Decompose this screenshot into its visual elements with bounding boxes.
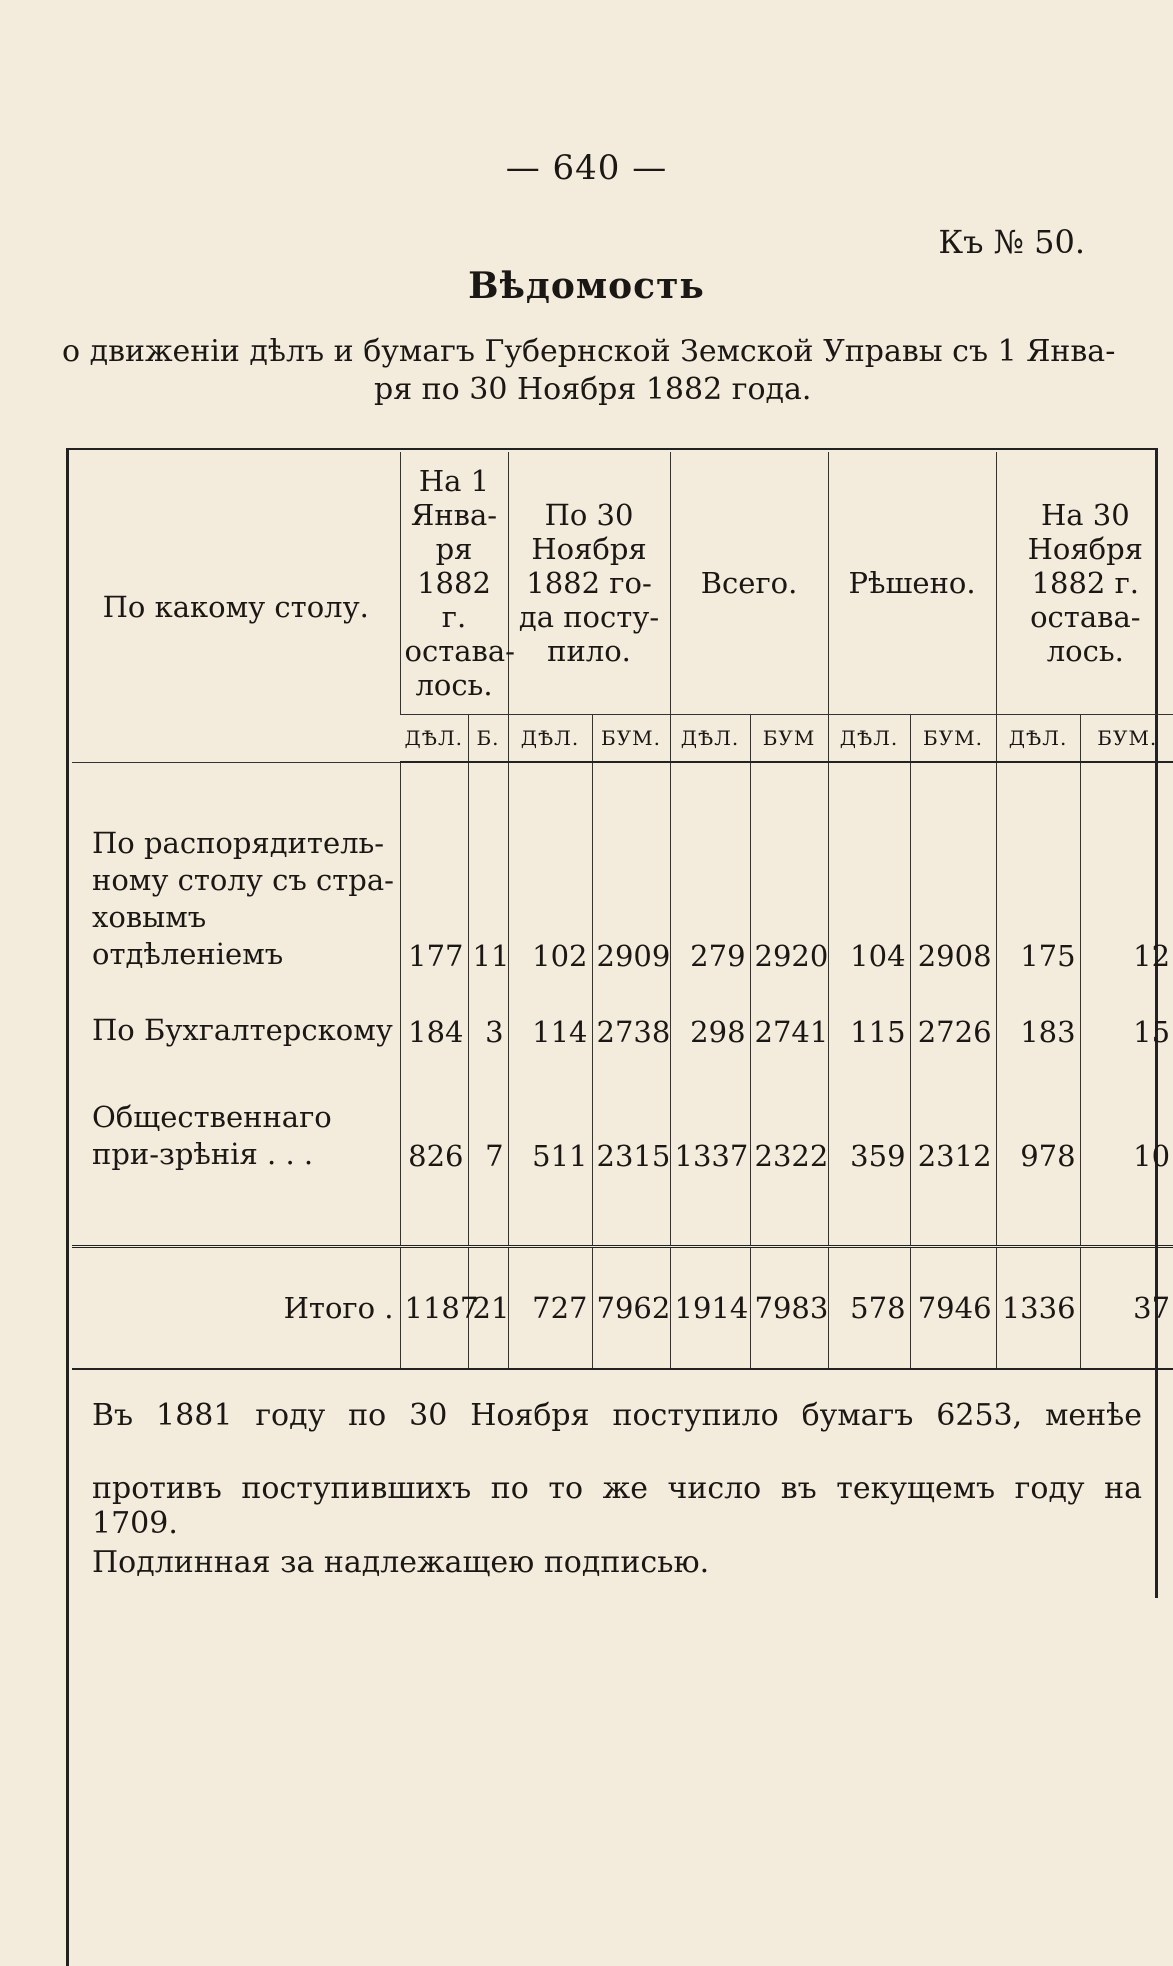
attachment-label: Къ № 50.	[938, 223, 1085, 261]
total-row	[72, 1247, 1173, 1370]
cell: 298	[670, 973, 750, 1049]
total-cell: 1336	[996, 1247, 1080, 1370]
cell: 2726	[910, 973, 996, 1049]
cell: 2738	[592, 973, 670, 1049]
subheader-cell: БУМ.	[592, 715, 670, 763]
cell: 102	[508, 762, 592, 973]
cell: 7	[468, 1049, 508, 1173]
cell: 10	[1080, 1049, 1173, 1173]
note-line-2: противъ поступившихъ по то же число въ текущемъ году на 1709.	[92, 1471, 1142, 1541]
subheader-cell: ДѢЛ.	[508, 715, 592, 763]
cell: 183	[996, 973, 1080, 1049]
row-dept: По Бухгалтерскому	[92, 1013, 393, 1047]
note-line-3: Подлинная за надлежащею подписью.	[92, 1545, 710, 1580]
spacer-row	[72, 1173, 1173, 1247]
header-remaining: На 30 Ноября 1882 г. остава-лось.	[996, 452, 1173, 715]
cell: 104	[828, 762, 910, 973]
cell: 3	[468, 973, 508, 1049]
cell: 115	[828, 973, 910, 1049]
total-cell: 578	[828, 1247, 910, 1370]
row-dept: Общественнаго при-зрѣнія . . .	[92, 1100, 332, 1171]
subheader-cell: ДѢЛ.	[996, 715, 1080, 763]
total-cell: 21	[468, 1247, 508, 1370]
cell: 2322	[750, 1049, 828, 1173]
cell: 12	[1080, 762, 1173, 973]
document-title: Вѣдомость	[468, 265, 705, 307]
cell: 511	[508, 1049, 592, 1173]
cell: 359	[828, 1049, 910, 1173]
note-line-1: Въ 1881 году по 30 Ноября поступило бумагъ 6253, менѣе	[92, 1398, 1142, 1433]
header-row	[72, 452, 1173, 715]
cell: 2920	[750, 762, 828, 973]
header-total: Всего.	[670, 452, 828, 715]
total-label: Итого .	[72, 1247, 400, 1370]
cell: 2312	[910, 1049, 996, 1173]
total-cell: 37	[1080, 1247, 1173, 1370]
total-cell: 7946	[910, 1247, 996, 1370]
header-dept: По какому столу.	[72, 452, 400, 762]
cell: 177	[400, 762, 468, 973]
subheader-cell: ДѢЛ.	[670, 715, 750, 763]
total-cell: 1914	[670, 1247, 750, 1370]
cell: 2908	[910, 762, 996, 973]
frame-top-rule	[68, 448, 1158, 450]
table-row	[72, 1049, 1173, 1173]
total-cell: 1187	[400, 1247, 468, 1370]
table-row	[72, 973, 1173, 1049]
subheader-cell: ДѢЛ.	[400, 715, 468, 763]
page-number: — 640 —	[505, 148, 668, 188]
subheader-cell: БУМ	[750, 715, 828, 763]
header-solved: Рѣшено.	[828, 452, 996, 715]
cell: 2741	[750, 973, 828, 1049]
header-jan: На 1 Янва-ря 1882 г. остава-лось.	[400, 452, 508, 715]
cell: 15	[1080, 973, 1173, 1049]
cell: 114	[508, 973, 592, 1049]
subheader-cell: БУМ.	[1080, 715, 1173, 763]
cell: 184	[400, 973, 468, 1049]
total-cell: 7983	[750, 1247, 828, 1370]
cell: 2315	[592, 1049, 670, 1173]
subtitle-line-2: ря по 30 Ноября 1882 года.	[374, 372, 812, 407]
cell: 978	[996, 1049, 1080, 1173]
total-cell: 7962	[592, 1247, 670, 1370]
subtitle-line-1: о движеніи дѣлъ и бумагъ Губернской Земской Управы съ 1 Янва-	[62, 334, 1116, 369]
subheader-cell: Б.	[468, 715, 508, 763]
ledger-table	[72, 452, 1173, 1370]
row-dept: По распорядитель-ному столу съ стра-ховымъ отдѣленіемъ	[92, 826, 394, 971]
subheader-cell: БУМ.	[910, 715, 996, 763]
total-cell: 727	[508, 1247, 592, 1370]
header-received: По 30 Ноября 1882 го-да посту-пило.	[508, 452, 670, 715]
cell: 11	[468, 762, 508, 973]
subheader-cell: ДѢЛ.	[828, 715, 910, 763]
cell: 2909	[592, 762, 670, 973]
table-row	[72, 762, 1173, 973]
document-subtitle	[62, 333, 1162, 409]
cell: 826	[400, 1049, 468, 1173]
cell: 1337	[670, 1049, 750, 1173]
frame-left-rule	[66, 448, 69, 1966]
cell: 279	[670, 762, 750, 973]
cell: 175	[996, 762, 1080, 973]
